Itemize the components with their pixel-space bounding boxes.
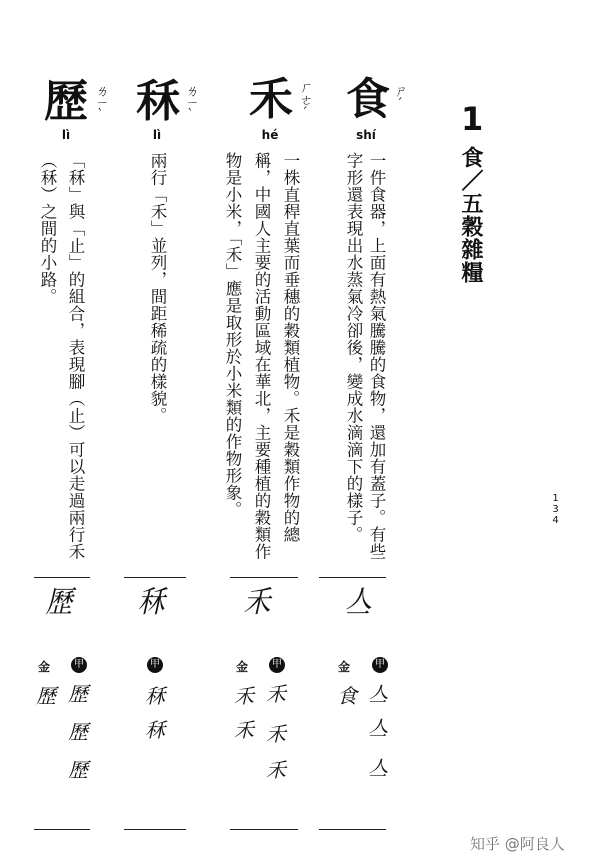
oracle-glyph-shi-2: 亼	[368, 682, 388, 706]
page-number: 134	[550, 493, 561, 526]
bopomofo-he: ㄏㄜˊ	[297, 80, 312, 121]
oracle-glyph-he: 禾	[243, 585, 271, 620]
pinyin-he: hé	[261, 128, 279, 142]
desc-shi-line2: 字形還表現出水蒸氣冷卻後，變成水滴滴下的樣子。	[344, 152, 363, 543]
jia-badge-he: 甲	[269, 657, 285, 673]
jia-badge-li-2: 甲	[71, 657, 87, 673]
desc-he-line2: 稱，中國人主要的活動區域在華北，主要種植的穀類作	[252, 152, 271, 560]
oracle-glyph-li-2-2: 歷	[68, 682, 88, 706]
bronze-glyph-shi-1: 食	[337, 684, 357, 708]
desc-shi-line1: 一件食器，上面有熱氣騰騰的食物，還加有蓋子。有些	[367, 152, 386, 560]
jia-badge-li-1: 甲	[147, 657, 163, 673]
headword-li-1: 秝	[136, 76, 180, 127]
divider-he-bottom	[230, 829, 298, 830]
pinyin-li-2: lì	[61, 128, 71, 142]
divider-li-1-bottom	[124, 829, 186, 830]
bronze-glyph-he-2: 禾	[234, 718, 254, 742]
oracle-glyph-shi: 亼	[344, 585, 372, 620]
headword-li-2: 歷	[44, 76, 88, 127]
desc-li-2-line1: 「秝」與「止」的組合，表現腳（止）可以走過兩行禾	[66, 152, 85, 560]
oracle-glyph-li-1-3: 秝	[145, 718, 165, 742]
desc-he-line1: 一株直稈直葉而垂穗的穀類植物。禾是穀類作物的總	[281, 152, 300, 543]
pinyin-shi: shí	[356, 128, 376, 142]
oracle-glyph-li-2-4: 歷	[68, 758, 88, 782]
jia-badge-shi: 甲	[372, 657, 388, 673]
headword-he: 禾	[249, 74, 293, 125]
bronze-glyph-he-1: 禾	[234, 684, 254, 708]
oracle-glyph-shi-4: 亼	[368, 756, 388, 780]
desc-he-line3: 物是小米，「禾」應是取形於小米類的作物形象。	[223, 152, 242, 518]
headword-shi: 食	[346, 74, 390, 125]
oracle-glyph-li-2: 歷	[45, 585, 73, 620]
desc-li-2-line2: （秝）之間的小路。	[38, 152, 57, 305]
section-title: 食／五穀雜糧	[458, 146, 484, 284]
divider-li-2-top	[34, 577, 90, 578]
oracle-glyph-li-1-2: 秝	[145, 684, 165, 708]
oracle-glyph-shi-3: 亼	[368, 716, 388, 740]
divider-li-2-bottom	[34, 829, 90, 830]
divider-shi-bottom	[319, 829, 386, 830]
bronze-glyph-li-2-1: 歷	[36, 684, 56, 708]
bopomofo-li-2: ㄌㄧˋ	[93, 84, 108, 123]
oracle-glyph-he-3: 禾	[266, 722, 286, 746]
oracle-glyph-he-2: 禾	[266, 682, 286, 706]
desc-li-1-line1: 兩行「禾」並列，間距稀疏的樣貌。	[148, 152, 167, 424]
watermark: 知乎 @阿良人	[470, 835, 565, 853]
bopomofo-shi: ㄕˊ	[392, 84, 407, 112]
jin-label-li-2: 金	[38, 660, 51, 674]
oracle-glyph-li-1: 秝	[137, 585, 165, 620]
divider-li-1-top	[124, 577, 186, 578]
divider-shi-top	[319, 577, 386, 578]
jin-label-shi: 金	[338, 660, 351, 674]
section-number: 1	[461, 100, 484, 138]
divider-he-top	[230, 577, 298, 578]
jin-label-he: 金	[236, 660, 249, 674]
bopomofo-li-1: ㄌㄧˋ	[183, 84, 198, 123]
oracle-glyph-he-4: 禾	[266, 758, 286, 782]
pinyin-li-1: lì	[152, 128, 162, 142]
oracle-glyph-li-2-3: 歷	[68, 720, 88, 744]
